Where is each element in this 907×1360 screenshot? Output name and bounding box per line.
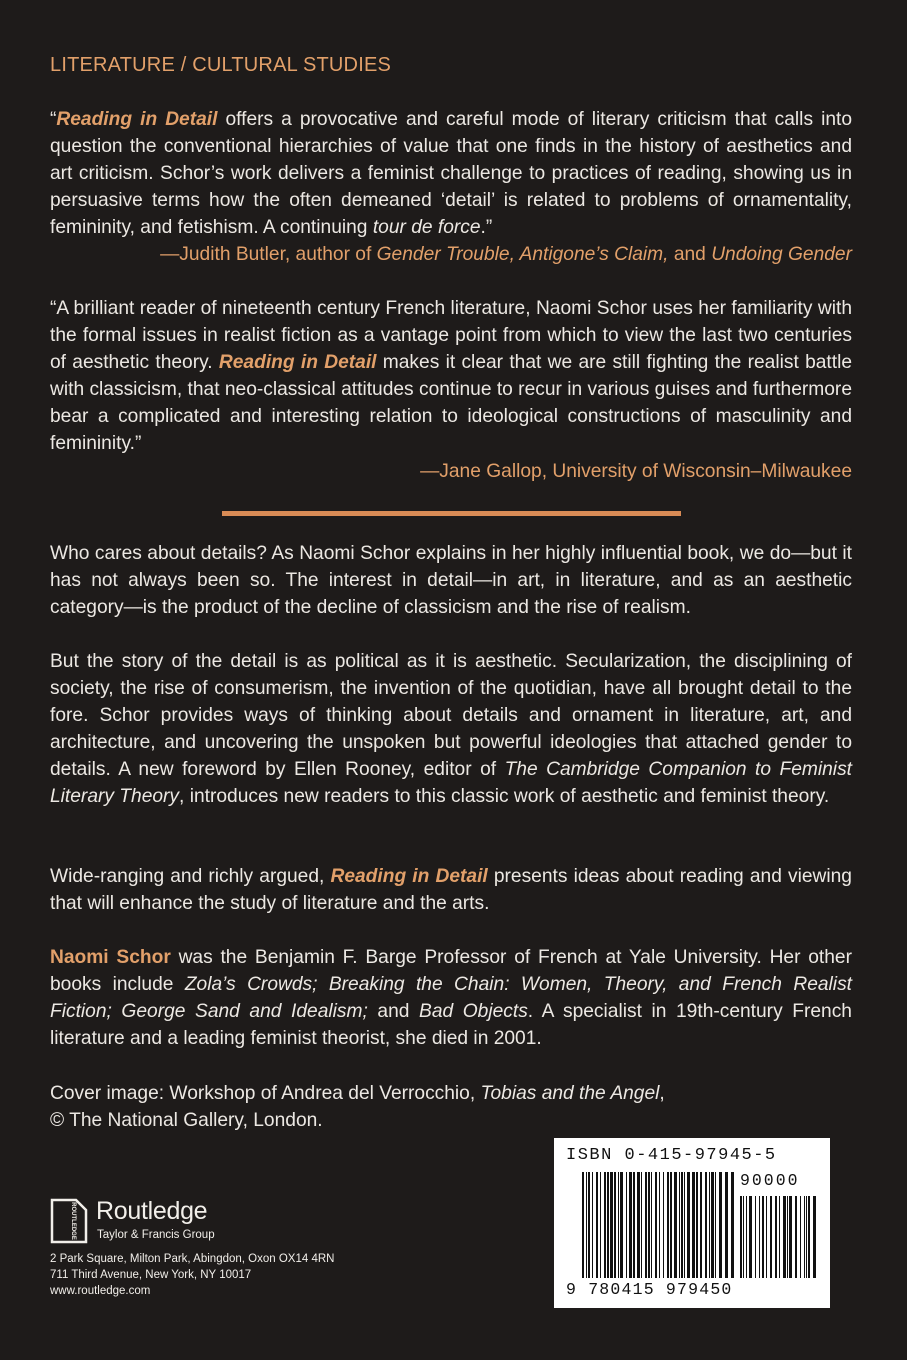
blurb-butler [50,106,852,241]
barcode-bar [725,1172,728,1278]
book-title: Reading in Detail [56,109,218,130]
barcode-bar [692,1172,695,1278]
barcode-bar [746,1196,747,1278]
barcode-bar [588,1172,590,1278]
para-3-text: Wide-ranging and richly argued, [50,866,331,887]
bio-books: Zola’s Crowds; Breaking the Chain: Women, Theory, and French Realist Fiction; George Sand and Idealism; [50,974,852,1022]
barcode-bar [775,1196,777,1278]
barcode-bar [667,1172,669,1278]
price-addon: 90000 [740,1171,800,1190]
bio-text: was the Benjamin F. Barge Professor of French at Yale University. Her other books include [50,947,852,995]
barcode-bar [711,1172,714,1278]
blurb-gallop [50,295,852,457]
barcode-bar [670,1172,672,1278]
barcode-bar [783,1196,786,1278]
barcode-bar [592,1172,593,1278]
author-bio [50,944,852,1052]
cover-credit [50,1080,852,1134]
barcode-bar [743,1196,744,1278]
barcode-bar [749,1196,752,1278]
attribution-last: Undoing Gender [711,244,852,265]
barcode-bar [655,1172,657,1278]
credit-suffix: , [659,1083,665,1104]
barcode-box [554,1138,830,1308]
italic-phrase: tour de force [372,217,481,238]
para-2-italic: The Cambridge Companion to Feminist Literary Theory [50,759,852,807]
barcode-bar [600,1172,601,1278]
description-para-1: Who cares about details? As Naomi Schor explains in her highly influential book, we do—but it has not always been so. The interest in detail—in art, in literature, and as an aesthetic category—is the product of the decline of classicism and the rise of realism. [50,543,852,618]
barcode-bar [633,1172,635,1278]
barcode-bar [755,1196,756,1278]
barcode-bar [684,1172,685,1278]
book-title: Reading in Detail [218,352,377,373]
attribution-and: and [668,244,712,265]
barcode-bar [740,1196,742,1278]
barcode-bar [604,1172,606,1278]
barcode-bar [787,1196,788,1278]
bio-and: and [367,1001,420,1022]
barcode-bar [663,1172,664,1278]
barcode-bar [610,1172,613,1278]
barcode-bar [596,1172,598,1278]
barcode-bar [795,1196,797,1278]
category-label: LITERATURE / CULTURAL STUDIES [50,54,392,76]
bio-last-book: Bad Objects [419,1001,528,1022]
barcode-bar [629,1172,632,1278]
barcode-bar [700,1172,702,1278]
publisher-block [50,1196,370,1301]
barcode-bar [645,1172,647,1278]
barcode-bar [808,1196,810,1278]
barcode-bar [641,1172,642,1278]
barcode-bar [651,1172,652,1278]
author-name: Naomi Schor [50,947,171,968]
barcode-bar [731,1172,734,1278]
barcode-bar [813,1196,816,1278]
barcode-bar [679,1172,680,1278]
barcode-bar [709,1172,710,1278]
description-para-3 [50,863,852,917]
blurb-text-2: makes it clear that we are still fighting the realist battle with classicism, that neo-classical attitudes continue to recur in various guises and furthermore bear a complicated and interesting relation to ideological constructions of masculinity and femininity.” [50,352,853,454]
description-para-2 [50,648,852,810]
address-uk: 2 Park Square, Milton Park, Abingdon, Oxon OX14 4RN [50,1253,335,1265]
barcode-bar [789,1196,792,1278]
barcode-bar [804,1196,805,1278]
isbn-label: ISBN 0-415-97945-5 [566,1146,777,1165]
barcode-bar [648,1172,650,1278]
barcode-bar [637,1172,640,1278]
barcode-bar [766,1196,767,1278]
barcode-bar [614,1172,616,1278]
para-2-text: But the story of the detail is as political as it is aesthetic. Secularization, the disciplining of society, the rise of consumerism, the invention of the quotidian, have all brought detail to the fore. Schor provides ways of thinking about details and ornament in literature, art, and architecture, and uncovering the unspoken but powerful ideologies that attached gender to details. A new foreword by Ellen Rooney, editor of [50,651,852,780]
blurb-text: “A brilliant reader of nineteenth century French literature, Naomi Schor uses her familiarity with the formal issues in realist fiction as a vantage point from which to view the last two centuries of aesthetic theory. [50,298,852,373]
book-title: Reading in Detail [330,866,488,887]
barcode-bar [759,1196,760,1278]
blurb-close: .” [480,217,493,238]
barcode-bar [586,1172,587,1278]
attribution-works: Gender Trouble, Antigone’s Claim, [376,244,669,265]
para-3-text-end: presents ideas about reading and viewing that will enhance the study of literature and the arts. [50,866,852,914]
publisher-name: Routledge [96,1197,208,1225]
barcode-bar [618,1172,619,1278]
credit-work: Tobias and the Angel [480,1083,660,1104]
attribution-gallop: —Jane Gallop, University of Wisconsin–Milwaukee [420,461,852,482]
divider-rule [222,511,681,516]
barcode-bar [762,1196,764,1278]
bio-text-end: . A specialist in 19th-century French literature and a leading feminist theorist, she died in 2001. [50,1001,852,1049]
barcode-bar [719,1172,722,1278]
barcode-bar [582,1172,584,1278]
publisher-subtitle: Taylor & Francis Group [97,1229,215,1241]
attribution-butler [50,241,852,268]
barcode-bar [770,1196,772,1278]
para-2-text-end: , introduces new readers to this classic work of aesthetic and feminist theory. [179,786,830,807]
barcode-bar [681,1172,683,1278]
barcode-bar [687,1172,690,1278]
barcode-bar [715,1172,716,1278]
barcode-bar [705,1172,707,1278]
logo-mark-text: ROUTLEDGE [70,1202,76,1240]
barcode-bar [806,1196,807,1278]
address-us: 711 Third Avenue, New York, NY 10017 [50,1269,252,1281]
blurb-text: offers a provocative and careful mode of literary criticism that calls into question the conventional hierarchies of value that one finds in the history of aesthetics and art criticism. Schor’s work delivers a feminist challenge to practices of reading, showing us in persuasive terms how the often demeaned ‘detail’ is related to problems of ornamentality, femininity, and fetishism. A continuing [50,109,852,238]
website: www.routledge.com [50,1285,151,1297]
routledge-logo-icon [50,1196,90,1244]
barcode-bar [607,1172,609,1278]
barcode-bar [779,1196,780,1278]
attribution-prefix: —Judith Butler, author of [160,244,377,265]
barcode-bar [696,1172,698,1278]
open-quote: “ [50,109,57,130]
barcode-bar [800,1196,801,1278]
ean-digits: 9 780415 979450 [566,1280,733,1299]
barcode-bar [626,1172,627,1278]
credit-prefix: Cover image: Workshop of Andrea del Verrocchio, [50,1083,481,1104]
barcode-bar [659,1172,660,1278]
barcode-bar [674,1172,677,1278]
barcode-bar [620,1172,623,1278]
credit-line-2: © The National Gallery, London. [50,1110,323,1131]
